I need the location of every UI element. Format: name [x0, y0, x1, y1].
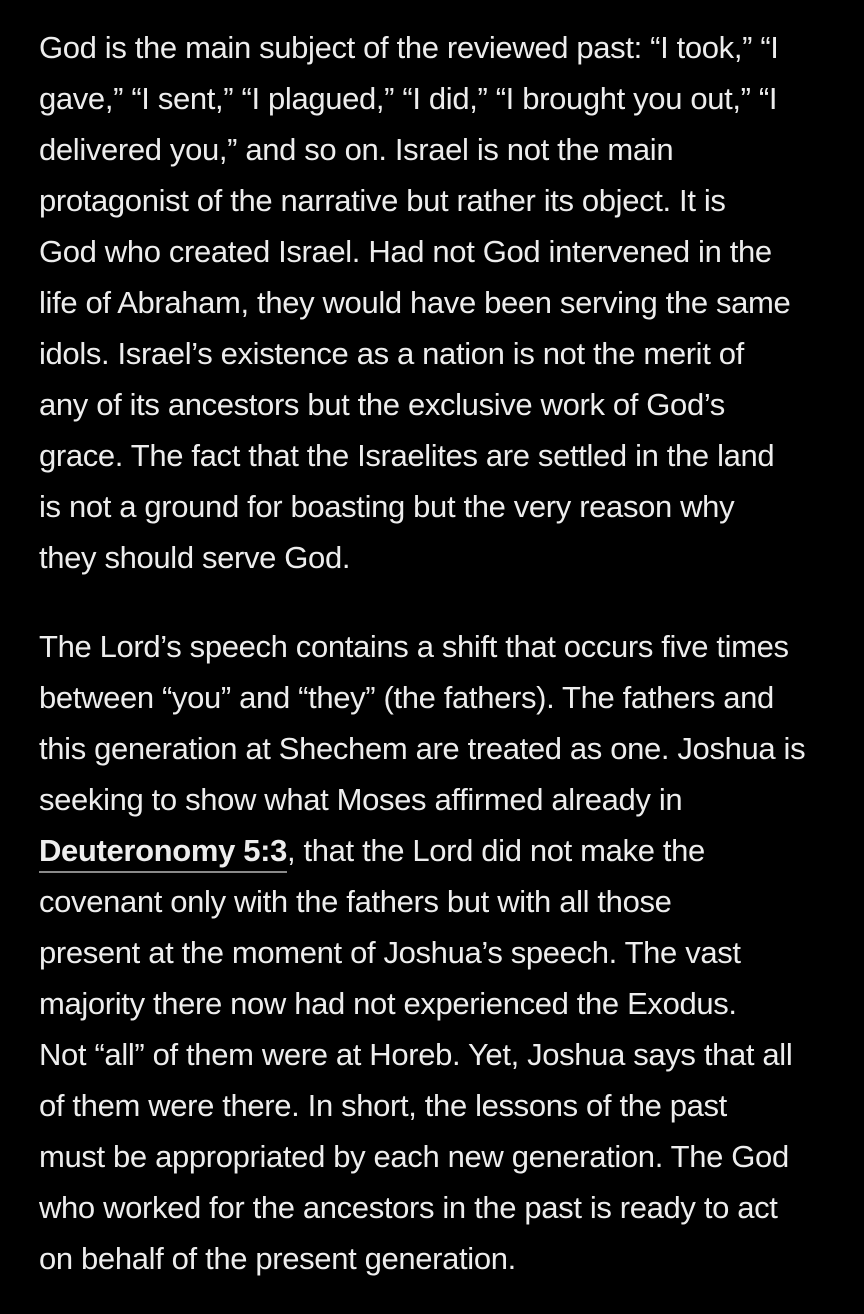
text-after-link: , that the Lord did not make the — [286, 833, 705, 868]
text-line: The Lord’s speech contains a shift that occurs five times — [39, 629, 789, 664]
text-line: who worked for the ancestors in the past is ready to act — [39, 1190, 778, 1225]
text-line: between “you” and “they” (the fathers). The fathers and — [39, 680, 774, 715]
text-line: covenant only with the fathers but with all those — [39, 884, 672, 919]
paragraph-gap — [39, 583, 864, 621]
text-line: seeking to show what Moses affirmed already in — [39, 782, 683, 817]
text-line: God is the main subject of the reviewed past: “I took,” “I — [39, 30, 779, 65]
paragraph-2 — [39, 621, 864, 1284]
text-line: idols. Israel’s existence as a nation is not the merit of — [39, 336, 744, 371]
reading-content — [39, 22, 864, 1284]
text-line: Not “all” of them were at Horeb. Yet, Joshua says that all — [39, 1037, 793, 1072]
text-line: gave,” “I sent,” “I plagued,” “I did,” “I brought you out,” “I — [39, 81, 778, 116]
text-line: must be appropriated by each new generation. The God — [39, 1139, 789, 1174]
text-line: life of Abraham, they would have been serving the same — [39, 285, 791, 320]
text-line: on behalf of the present generation. — [39, 1241, 516, 1276]
text-line: protagonist of the narrative but rather its object. It is — [39, 183, 726, 218]
text-line: delivered you,” and so on. Israel is not the main — [39, 132, 674, 167]
text-line-with-link — [39, 825, 864, 876]
text-line: of them were there. In short, the lessons of the past — [39, 1088, 727, 1123]
scripture-reference-link[interactable]: Deuteronomy 5:3 — [39, 833, 287, 873]
text-line: they should serve God. — [39, 540, 351, 575]
paragraph-1 — [39, 22, 864, 583]
text-line: majority there now had not experienced the Exodus. — [39, 986, 737, 1021]
text-line: any of its ancestors but the exclusive work of God’s — [39, 387, 725, 422]
text-line: God who created Israel. Had not God intervened in the — [39, 234, 772, 269]
text-line: this generation at Shechem are treated as one. Joshua is — [39, 731, 806, 766]
text-line: is not a ground for boasting but the very reason why — [39, 489, 735, 524]
text-line: present at the moment of Joshua’s speech. The vast — [39, 935, 741, 970]
text-line: grace. The fact that the Israelites are settled in the land — [39, 438, 775, 473]
